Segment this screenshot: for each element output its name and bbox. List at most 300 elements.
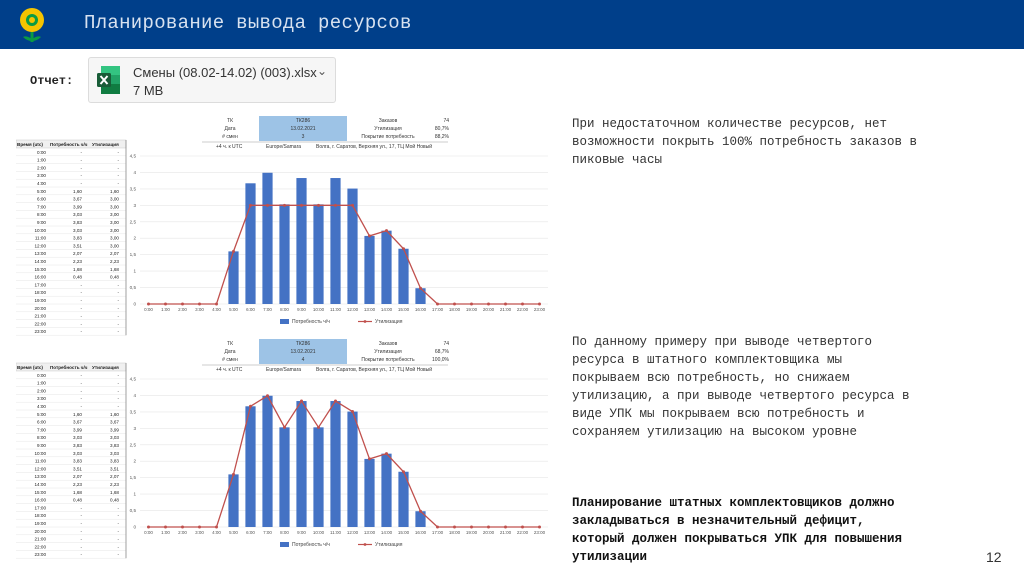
y-tick-label: 0 — [133, 524, 136, 530]
x-tick-label: 21:00 — [499, 530, 512, 535]
x-tick-label: 17:00 — [431, 530, 444, 535]
table-cell: 2:00 — [37, 388, 46, 394]
table-cell: 16:00 — [34, 274, 46, 280]
x-tick-label: 23:00 — [533, 307, 546, 312]
x-tick-label: 0:00 — [144, 530, 153, 535]
x-tick-label: 21:00 — [499, 307, 512, 312]
info-region: Europe/Samara — [266, 367, 302, 373]
table-cell: - — [80, 298, 82, 303]
x-tick-label: 9:00 — [297, 307, 306, 312]
utilization-point-5-00 — [232, 473, 235, 476]
table-cell: 1,68 — [73, 266, 82, 272]
table-cell: 13:00 — [34, 474, 46, 480]
info-cell: Покрытие потребность — [361, 357, 415, 363]
table-cell: 0:00 — [37, 372, 46, 378]
utilization-point-17-00 — [436, 303, 439, 306]
table-cell: - — [80, 313, 82, 319]
info-cell: Заказов — [378, 118, 398, 124]
table-cell: 8:00 — [37, 212, 46, 218]
utilization-point-20-00 — [487, 526, 490, 529]
utilization-point-7-00 — [266, 394, 269, 397]
info-cell: Утилизация — [374, 349, 402, 355]
utilization-point-19-00 — [470, 526, 473, 529]
table-cell: 3,51 — [73, 466, 82, 472]
table-cell: 5:00 — [37, 411, 46, 417]
y-tick-label: 0 — [133, 301, 136, 307]
attachment-filename: Смены (08.02-14.02) (003).xlsx — [133, 65, 317, 80]
table-cell: - — [117, 521, 119, 526]
table-cell: - — [80, 528, 82, 534]
info-cell: ТК286 — [295, 341, 311, 347]
legend-line-label: Утилизация — [375, 319, 403, 325]
legend-line-marker — [364, 320, 367, 323]
table-cell: 9:00 — [37, 443, 46, 448]
table-cell: - — [80, 544, 82, 550]
table-cell: - — [117, 165, 119, 171]
utilization-point-9-00 — [300, 204, 303, 207]
table-cell: 3,51 — [110, 466, 119, 472]
bar-9-00 — [296, 178, 306, 304]
table-cell: - — [117, 513, 119, 519]
table-cell: - — [80, 181, 82, 186]
utilization-point-2-00 — [181, 526, 184, 529]
utilization-point-15-00 — [402, 247, 405, 250]
x-tick-label: 6:00 — [246, 530, 255, 535]
x-tick-label: 13:00 — [363, 307, 376, 312]
table-cell: - — [117, 544, 119, 550]
x-tick-label: 23:00 — [533, 530, 546, 535]
utilization-point-6-00 — [249, 204, 252, 207]
table-cell: 2,07 — [73, 251, 82, 257]
table-cell: 12:00 — [34, 466, 46, 472]
x-tick-label: 5:00 — [229, 307, 238, 312]
table-cell: - — [117, 329, 119, 335]
x-tick-label: 15:00 — [397, 307, 410, 312]
chevron-down-icon[interactable]: ⌄ — [316, 64, 327, 78]
x-tick-label: 10:00 — [312, 307, 325, 312]
table-cell: 3,03 — [73, 435, 82, 441]
table-cell: 17:00 — [34, 282, 46, 288]
utilization-point-2-00 — [181, 303, 184, 306]
info-address: Волга, г. Саратов, Верхняя ул., 17, ТЦ Мой Новый — [316, 367, 433, 373]
utilization-point-0-00 — [147, 526, 150, 529]
x-tick-label: 14:00 — [380, 530, 393, 535]
table-cell: - — [80, 372, 82, 378]
utilization-point-11-00 — [334, 400, 337, 403]
table-cell: 12:00 — [34, 243, 46, 249]
table-cell: 1,60 — [73, 411, 82, 417]
bar-13-00 — [364, 236, 374, 304]
utilization-point-12-00 — [351, 204, 354, 207]
table-cell: 22:00 — [34, 321, 46, 327]
x-tick-label: 22:00 — [516, 307, 529, 312]
table-cell: 19:00 — [34, 298, 46, 303]
utilization-point-22-00 — [521, 526, 524, 529]
x-tick-label: 4:00 — [212, 530, 221, 535]
table-cell: 15:00 — [34, 266, 46, 272]
table-cell: 16:00 — [34, 497, 46, 503]
table-cell: 0:00 — [37, 149, 46, 155]
info-cell: Покрытие потребность — [361, 134, 415, 140]
table-cell: - — [80, 157, 82, 163]
x-tick-label: 10:00 — [312, 530, 325, 535]
utilization-point-21-00 — [504, 303, 507, 306]
table-cell: - — [80, 513, 82, 519]
x-tick-label: 4:00 — [212, 307, 221, 312]
table-cell: - — [80, 505, 82, 511]
bar-16-00 — [415, 288, 425, 304]
page-title: Планирование вывода ресурсов — [84, 12, 412, 34]
info-cell: 68,7% — [434, 349, 449, 355]
utilization-point-3-00 — [198, 303, 201, 306]
table-cell: 3,67 — [110, 419, 119, 425]
table-cell: 2,23 — [73, 259, 82, 264]
table-cell: 21:00 — [34, 313, 46, 319]
info-cell: 74 — [443, 341, 449, 347]
table-cell: 3,99 — [73, 427, 82, 433]
utilization-point-20-00 — [487, 303, 490, 306]
y-tick-label: 1 — [133, 268, 136, 274]
table-cell: 3,67 — [73, 419, 82, 425]
utilization-point-8-00 — [283, 426, 286, 429]
table-cell: - — [117, 181, 119, 186]
bar-14-00 — [381, 454, 391, 527]
y-tick-label: 4 — [133, 392, 136, 398]
table-cell: 5:00 — [37, 188, 46, 194]
table-cell: 3,99 — [110, 427, 119, 433]
table-cell: 2,23 — [73, 482, 82, 487]
table-cell: 3,67 — [73, 196, 82, 202]
table-cell: - — [80, 536, 82, 542]
utilization-point-13-00 — [368, 234, 371, 237]
y-tick-label: 3 — [133, 202, 136, 208]
table-cell: 1:00 — [37, 380, 46, 386]
utilization-point-15-00 — [402, 470, 405, 473]
table-cell: - — [117, 321, 119, 327]
utilization-point-9-00 — [300, 400, 303, 403]
info-timezone: +4 ч. к UTC — [216, 367, 243, 373]
header-bar — [0, 0, 1024, 49]
table-cell: 3:00 — [37, 173, 46, 179]
info-cell: 74 — [443, 118, 449, 124]
y-tick-label: 4,5 — [129, 153, 136, 159]
table-cell: 10:00 — [34, 450, 46, 456]
table-cell: 4:00 — [37, 181, 46, 186]
table-cell: 3,51 — [73, 243, 82, 249]
table-cell: - — [80, 329, 82, 335]
table-cell: 1,60 — [110, 411, 119, 417]
y-tick-label: 1,5 — [129, 252, 136, 258]
info-address: Волга, г. Саратов, Верхняя ул., 17, ТЦ Мой Новый — [316, 144, 433, 150]
table-cell: 2,07 — [73, 474, 82, 480]
utilization-point-4-00 — [215, 526, 218, 529]
table-cell: 2,07 — [110, 251, 119, 257]
table-cell: 2,23 — [110, 259, 119, 264]
table-cell: - — [80, 321, 82, 327]
table-cell: - — [117, 149, 119, 155]
table-cell: 3:00 — [37, 396, 46, 402]
bar-14-00 — [381, 231, 391, 304]
bar-11-00 — [330, 178, 340, 304]
table-cell: 3,00 — [110, 204, 119, 210]
utilization-point-11-00 — [334, 204, 337, 207]
utilization-point-7-00 — [266, 204, 269, 207]
x-tick-label: 6:00 — [246, 307, 255, 312]
y-tick-label: 2,5 — [129, 442, 136, 448]
table-cell: - — [80, 380, 82, 386]
table-cell: 14:00 — [34, 259, 46, 264]
x-tick-label: 22:00 — [516, 530, 529, 535]
table-cell: 3,00 — [110, 227, 119, 233]
table-cell: - — [117, 157, 119, 163]
table-cell: 21:00 — [34, 536, 46, 542]
y-tick-label: 1 — [133, 491, 136, 497]
report-label: Отчет: — [30, 74, 74, 88]
utilization-point-17-00 — [436, 526, 439, 529]
utilization-point-23-00 — [538, 303, 541, 306]
x-tick-label: 3:00 — [195, 530, 204, 535]
utilization-point-22-00 — [521, 303, 524, 306]
y-tick-label: 2,5 — [129, 219, 136, 225]
utilization-point-16-00 — [419, 287, 422, 290]
info-cell: 3 — [301, 134, 305, 140]
x-tick-label: 0:00 — [144, 307, 153, 312]
x-tick-label: 11:00 — [330, 530, 341, 535]
x-tick-label: 16:00 — [414, 307, 427, 312]
table-cell: 11:00 — [34, 458, 46, 464]
bar-5-00 — [228, 474, 238, 527]
table-cell: 3,99 — [73, 204, 82, 210]
table-cell: - — [80, 388, 82, 394]
bar-6-00 — [245, 406, 255, 527]
table-cell: 8:00 — [37, 435, 46, 441]
table-cell: 20:00 — [34, 305, 46, 311]
table-cell: 18:00 — [34, 290, 46, 296]
table-cell: 9:00 — [37, 220, 46, 225]
table-cell: - — [80, 521, 82, 526]
utilization-point-23-00 — [538, 526, 541, 529]
table-cell: 17:00 — [34, 505, 46, 511]
x-tick-label: 3:00 — [195, 307, 204, 312]
legend-line-label: Утилизация — [375, 542, 403, 548]
utilization-point-21-00 — [504, 526, 507, 529]
table-cell: 6:00 — [37, 419, 46, 425]
table-cell: 20:00 — [34, 528, 46, 534]
x-tick-label: 20:00 — [482, 530, 495, 535]
table-cell: - — [117, 396, 119, 402]
table-cell: - — [117, 380, 119, 386]
legend-bar-swatch — [280, 319, 289, 324]
table-cell: 3,83 — [110, 458, 119, 464]
utilization-point-18-00 — [453, 303, 456, 306]
x-tick-label: 8:00 — [280, 530, 289, 535]
utilization-point-10-00 — [317, 204, 320, 207]
y-tick-label: 0,5 — [129, 285, 136, 291]
table-cell: 0,48 — [110, 497, 119, 503]
utilization-point-0-00 — [147, 303, 150, 306]
utilization-point-6-00 — [249, 405, 252, 408]
table-header-cell: Утилизация — [92, 365, 119, 370]
utilization-point-18-00 — [453, 526, 456, 529]
y-tick-label: 2 — [133, 235, 136, 241]
utilization-point-1-00 — [164, 303, 167, 306]
table-cell: - — [117, 282, 119, 288]
excel-sheet-screenshot-1 — [16, 116, 552, 337]
x-tick-label: 20:00 — [482, 307, 495, 312]
table-cell: - — [80, 165, 82, 171]
utilization-point-13-00 — [368, 457, 371, 460]
x-tick-label: 12:00 — [346, 530, 359, 535]
table-cell: - — [117, 552, 119, 558]
table-cell: 4:00 — [37, 404, 46, 409]
x-tick-label: 19:00 — [465, 307, 478, 312]
info-cell: 13.02.2021 — [290, 349, 316, 355]
table-cell: 1,68 — [110, 489, 119, 495]
y-tick-label: 3,5 — [129, 186, 136, 192]
table-cell: 14:00 — [34, 482, 46, 487]
table-cell: 23:00 — [34, 552, 46, 558]
table-cell: 19:00 — [34, 521, 46, 526]
bar-10-00 — [313, 204, 323, 304]
x-tick-label: 1:00 — [161, 530, 170, 535]
table-cell: 22:00 — [34, 544, 46, 550]
table-cell: 3,03 — [73, 212, 82, 218]
table-cell: - — [80, 282, 82, 288]
x-tick-label: 9:00 — [297, 530, 306, 535]
y-tick-label: 4 — [133, 169, 136, 175]
bar-8-00 — [279, 204, 289, 304]
utilization-point-3-00 — [198, 526, 201, 529]
info-cell: # смен — [222, 134, 238, 140]
utilization-point-19-00 — [470, 303, 473, 306]
info-cell: 100,0% — [432, 357, 449, 363]
info-cell: 4 — [301, 357, 305, 363]
x-tick-label: 16:00 — [414, 530, 427, 535]
table-cell: 13:00 — [34, 251, 46, 257]
table-cell: 3,00 — [110, 196, 119, 202]
bar-12-00 — [347, 412, 357, 527]
table-cell: - — [117, 290, 119, 296]
table-cell: - — [80, 305, 82, 311]
info-cell: ТК — [227, 341, 233, 347]
table-header-cell: Утилизация — [92, 142, 119, 147]
bar-9-00 — [296, 401, 306, 527]
table-cell: 7:00 — [37, 204, 46, 210]
table-cell: - — [80, 404, 82, 409]
table-cell: - — [117, 388, 119, 394]
excel-sheet-screenshot-2 — [16, 339, 552, 560]
table-header-cell: Потребность ч/ч — [50, 142, 88, 147]
bar-13-00 — [364, 459, 374, 527]
sheet-1-canvas — [16, 116, 552, 337]
legend-bar-label: Потребность ч/ч — [292, 319, 330, 325]
bar-5-00 — [228, 251, 238, 304]
x-tick-label: 19:00 — [465, 530, 478, 535]
table-cell: 1,60 — [110, 188, 119, 194]
x-tick-label: 17:00 — [431, 307, 444, 312]
attachment-filesize: 7 MB — [133, 83, 164, 98]
bar-8-00 — [279, 427, 289, 527]
flower-logo-icon — [17, 6, 47, 44]
x-tick-label: 11:00 — [330, 307, 341, 312]
info-cell: Заказов — [378, 341, 398, 347]
info-cell: Дата — [224, 126, 236, 132]
table-header-cell: Потребность ч/ч — [50, 365, 88, 370]
table-cell: 1,60 — [73, 188, 82, 194]
table-cell: 3,03 — [110, 435, 119, 441]
table-cell: 3,03 — [73, 227, 82, 233]
x-tick-label: 7:00 — [263, 530, 272, 535]
table-cell: 3,83 — [73, 443, 82, 448]
paragraph-shortage: При недостаточном количестве ресурсов, нет возможности покрыть 100% потребность заказов в пиковые часы — [572, 117, 918, 167]
info-cell: 13.02.2021 — [290, 126, 316, 132]
excel-file-icon — [97, 65, 121, 95]
excel-attachment[interactable] — [88, 57, 336, 103]
x-tick-label: 5:00 — [229, 530, 238, 535]
paragraph-conclusion: Планирование штатных комплектовщиков должно закладываться в незначительный дефицит, который должен покрываться УПК для повышения утилизации — [572, 496, 903, 564]
info-cell: 80,7% — [434, 126, 449, 132]
x-tick-label: 15:00 — [397, 530, 410, 535]
x-tick-label: 18:00 — [448, 530, 461, 535]
table-cell: 6:00 — [37, 196, 46, 202]
info-cell: ТК286 — [295, 118, 311, 124]
x-tick-label: 13:00 — [363, 530, 376, 535]
table-cell: 18:00 — [34, 513, 46, 519]
table-cell: - — [80, 290, 82, 296]
table-cell: 3,00 — [110, 212, 119, 218]
table-cell: - — [117, 313, 119, 319]
table-cell: 3,83 — [73, 235, 82, 241]
y-tick-label: 3,5 — [129, 409, 136, 415]
legend-line-marker — [364, 543, 367, 546]
x-tick-label: 7:00 — [263, 307, 272, 312]
table-cell: 3,83 — [73, 458, 82, 464]
table-cell: - — [80, 396, 82, 402]
table-cell: - — [117, 372, 119, 378]
y-tick-label: 0,5 — [129, 508, 136, 514]
paragraph-fourth-resource: По данному примеру при выводе четвертого ресурса в штатного комплектовщика мы покрываем всю потребность, но снижаем утилизацию, а при выводе четвертого ресурса в виде УПК мы покрываем всю потребность и сохраняем утилизацию на высоком уровне — [572, 335, 910, 439]
x-tick-label: 2:00 — [178, 530, 187, 535]
table-cell: 7:00 — [37, 427, 46, 433]
info-cell: ТК — [227, 118, 233, 124]
table-cell: 23:00 — [34, 329, 46, 335]
bar-11-00 — [330, 401, 340, 527]
info-region: Europe/Samara — [266, 144, 302, 150]
x-tick-label: 2:00 — [178, 307, 187, 312]
y-tick-label: 2 — [133, 458, 136, 464]
x-tick-label: 8:00 — [280, 307, 289, 312]
table-cell: 15:00 — [34, 489, 46, 495]
table-cell: 11:00 — [34, 235, 46, 241]
utilization-point-14-00 — [385, 229, 388, 232]
table-cell: 3,00 — [110, 243, 119, 249]
bar-7-00 — [262, 173, 272, 304]
info-timezone: +4 ч. к UTC — [216, 144, 243, 150]
table-cell: - — [117, 305, 119, 311]
bar-16-00 — [415, 511, 425, 527]
sheet-2-canvas — [16, 339, 552, 560]
utilization-point-16-00 — [419, 510, 422, 513]
bar-6-00 — [245, 183, 255, 304]
table-cell: 2:00 — [37, 165, 46, 171]
table-cell: - — [80, 552, 82, 558]
table-cell: 0,48 — [110, 274, 119, 280]
utilization-point-5-00 — [232, 250, 235, 253]
table-cell: 1,68 — [110, 266, 119, 272]
table-cell: 1:00 — [37, 157, 46, 163]
table-cell: 3,03 — [73, 450, 82, 456]
table-cell: - — [117, 298, 119, 303]
